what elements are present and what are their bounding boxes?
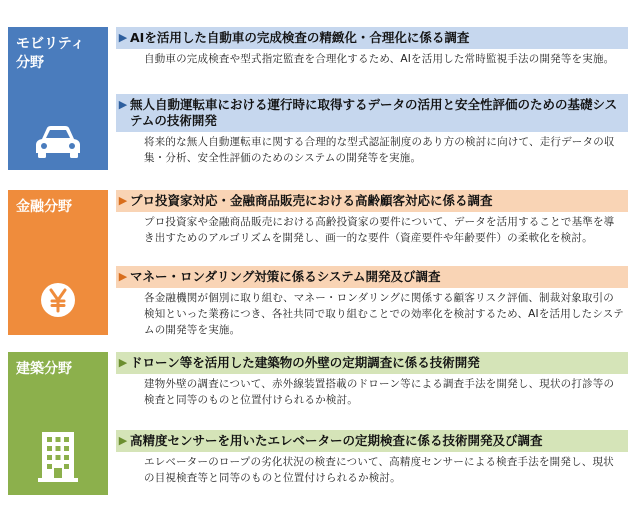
topic-description: 将来的な無人自動運転車に関する合理的な型式認証制度のあり方の検討に向けて、走行データの収集・分析、安全性評価のためのシステムの開発等を実施。 <box>144 136 615 164</box>
topic-title-bar <box>116 352 628 374</box>
triangle-bullet-icon: ▶ <box>118 98 128 111</box>
triangle-bullet-icon: ▶ <box>118 194 128 207</box>
section-mobility-title: モビリティ 分野 <box>16 36 85 71</box>
topic-title-bar <box>116 94 628 132</box>
triangle-bullet-icon: ▶ <box>118 31 128 44</box>
section-mobility <box>8 27 628 170</box>
topic-title: 高精度センサーを用いたエレベーターの定期検査に係る技術開発及び調査 <box>130 433 543 448</box>
building-icon <box>38 430 78 482</box>
section-finance-title: 金融分野 <box>16 199 72 215</box>
topic-title-bar <box>116 27 628 49</box>
topic-item <box>116 94 628 166</box>
section-building <box>8 352 628 495</box>
section-finance-label-panel <box>8 190 108 335</box>
triangle-bullet-icon: ▶ <box>118 270 128 283</box>
section-building-label-panel <box>8 352 108 495</box>
topic-title: マネー・ロンダリング対策に係るシステム開発及び調査 <box>130 269 441 284</box>
car-icon <box>33 123 83 161</box>
topic-title: プロ投資家対応・金融商品販売における高齢顧客対応に係る調査 <box>130 193 493 208</box>
section-finance <box>8 190 628 335</box>
topic-item <box>116 430 628 486</box>
topic-description: 各金融機関が個別に取り組む、マネー・ロンダリングに関係する顧客リスク評価、制裁対象取引の検知といった業務につき、各社共同で取り組むことでの効率化を検討するため、AIを活用したシステムの開発等を実施。 <box>144 292 624 336</box>
topic-title: ドローン等を活用した建築物の外壁の定期調査に係る技術開発 <box>130 355 480 370</box>
topic-item <box>116 190 628 246</box>
topic-description: プロ投資家や金融商品販売における高齢投資家の要件について、データを活用することで基準を導き出すためのアルゴリズムを開発し、画一的な要件（資産要件や年齢要件）の柔軟化を検討。 <box>144 216 615 244</box>
topic-title-bar <box>116 190 628 212</box>
topic-item <box>116 352 628 408</box>
topic-item <box>116 266 628 338</box>
yen-coin-icon <box>40 282 76 318</box>
topic-title-bar <box>116 430 628 452</box>
section-mobility-label-panel <box>8 27 108 170</box>
topic-description: エレベーターのロープの劣化状況の検査について、高精度センサーによる検査手法を開発し、現状の目視検査等と同等のものと位置付けられるか検討。 <box>144 456 614 484</box>
triangle-bullet-icon: ▶ <box>118 434 128 447</box>
section-building-title: 建築分野 <box>16 361 72 377</box>
topic-item <box>116 27 628 67</box>
topic-title: AIを活用した自動車の完成検査の精緻化・合理化に係る調査 <box>130 30 470 45</box>
topic-title: 無人自動運転車における運行時に取得するデータの活用と安全性評価のための基礎システムの技術開発 <box>130 97 618 128</box>
topic-title-bar <box>116 266 628 288</box>
topic-description: 建物外壁の調査について、赤外線装置搭載のドローン等による調査手法を開発し、現状の打診等の検査と同等のものと位置付けられるか検討。 <box>144 378 615 406</box>
topic-description: 自動車の完成検査や型式指定監査を合理化するため、AIを活用した常時監視手法の開発等を実施。 <box>144 53 615 65</box>
triangle-bullet-icon: ▶ <box>118 356 128 369</box>
